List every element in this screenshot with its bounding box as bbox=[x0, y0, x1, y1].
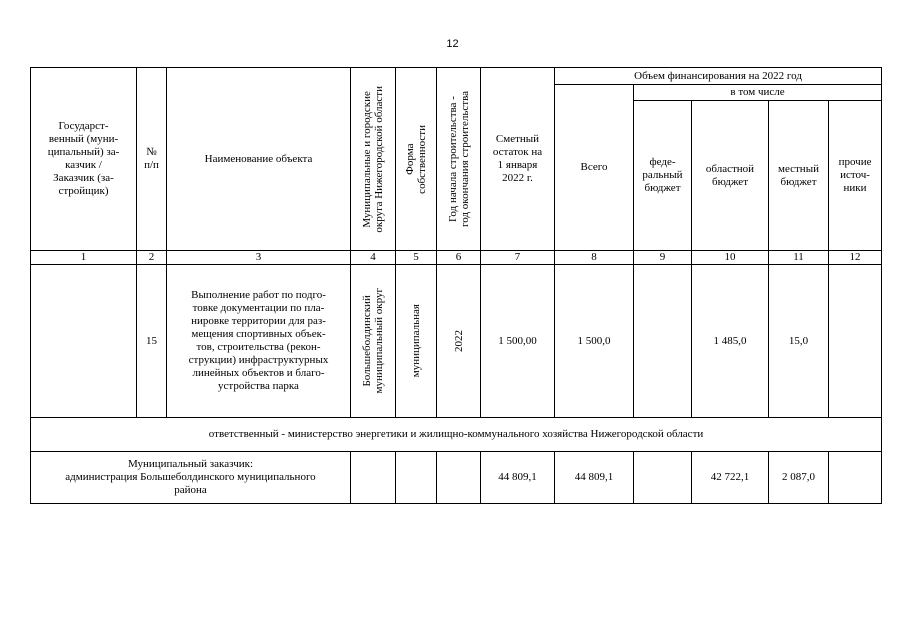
header-federal: феде- ральный бюджет bbox=[634, 101, 692, 251]
column-number: 1 bbox=[31, 251, 137, 265]
header-regional: областной бюджет bbox=[692, 101, 769, 251]
summary-other bbox=[829, 452, 882, 504]
row-object-name: Выполнение работ по подго- товке документации по пла- нировке территории для раз- мещения спортивных объек- тов, строительства (рекон- струкции) инфраструктурных линейных объектов и благо- устройства парка bbox=[167, 265, 351, 418]
summary-empty-cell bbox=[396, 452, 437, 504]
responsible-row: ответственный - министерство энергетики и жилищно-коммунального хозяйства Нижегородской области bbox=[31, 418, 882, 452]
row-federal bbox=[634, 265, 692, 418]
column-number: 3 bbox=[167, 251, 351, 265]
financing-table bbox=[30, 67, 882, 504]
header-ownership: Форма собственности bbox=[404, 124, 428, 194]
row-customer bbox=[31, 265, 137, 418]
header-object-name: Наименование объекта bbox=[167, 68, 351, 251]
summary-estimate: 44 809,1 bbox=[481, 452, 555, 504]
column-number: 6 bbox=[437, 251, 481, 265]
row-ownership: муниципальная bbox=[410, 304, 422, 378]
row-ownership-cell bbox=[396, 265, 437, 418]
header-municipality-cell bbox=[351, 68, 396, 251]
header-municipality: Муниципальные и городские округа Нижегородской области bbox=[361, 85, 385, 233]
header-including: в том числе bbox=[634, 85, 882, 101]
summary-empty-cell bbox=[437, 452, 481, 504]
header-total: Всего bbox=[555, 85, 634, 251]
header-years: Год начала строительства - год окончания строительства bbox=[446, 91, 471, 227]
row-other bbox=[829, 265, 882, 418]
column-number: 8 bbox=[555, 251, 634, 265]
header-financing: Объем финансирования на 2022 год bbox=[555, 68, 882, 85]
row-total: 1 500,0 bbox=[555, 265, 634, 418]
row-local: 15,0 bbox=[769, 265, 829, 418]
row-years-cell bbox=[437, 265, 481, 418]
row-municipality-cell bbox=[351, 265, 396, 418]
column-number: 9 bbox=[634, 251, 692, 265]
column-number-row bbox=[31, 251, 882, 265]
row-years: 2022 bbox=[452, 330, 465, 352]
summary-empty-cell bbox=[351, 452, 396, 504]
column-number: 10 bbox=[692, 251, 769, 265]
header-local: местный бюджет bbox=[769, 101, 829, 251]
summary-total: 44 809,1 bbox=[555, 452, 634, 504]
summary-federal bbox=[634, 452, 692, 504]
header-ownership-cell bbox=[396, 68, 437, 251]
header-other: прочие источ- ники bbox=[829, 101, 882, 251]
column-number: 7 bbox=[481, 251, 555, 265]
row-regional: 1 485,0 bbox=[692, 265, 769, 418]
row-municipality: Большеболдинский муниципальный округ bbox=[361, 288, 385, 394]
summary-row bbox=[31, 452, 882, 504]
summary-label: Муниципальный заказчик: администрация Большеболдинского муниципального района bbox=[31, 452, 351, 504]
row-estimate: 1 500,00 bbox=[481, 265, 555, 418]
row-num: 15 bbox=[137, 265, 167, 418]
column-number: 2 bbox=[137, 251, 167, 265]
column-number: 5 bbox=[396, 251, 437, 265]
header-estimate: Сметный остаток на 1 января 2022 г. bbox=[481, 68, 555, 251]
page-number: 12 bbox=[446, 38, 459, 50]
header-years-cell bbox=[437, 68, 481, 251]
summary-regional: 42 722,1 bbox=[692, 452, 769, 504]
header-customer: Государст- венный (муни- ципальный) за- казчик / Заказчик (за- стройщик) bbox=[31, 68, 137, 251]
table-row bbox=[31, 265, 882, 418]
column-number: 4 bbox=[351, 251, 396, 265]
column-number: 12 bbox=[829, 251, 882, 265]
summary-local: 2 087,0 bbox=[769, 452, 829, 504]
column-number: 11 bbox=[769, 251, 829, 265]
header-num: № п/п bbox=[137, 68, 167, 251]
